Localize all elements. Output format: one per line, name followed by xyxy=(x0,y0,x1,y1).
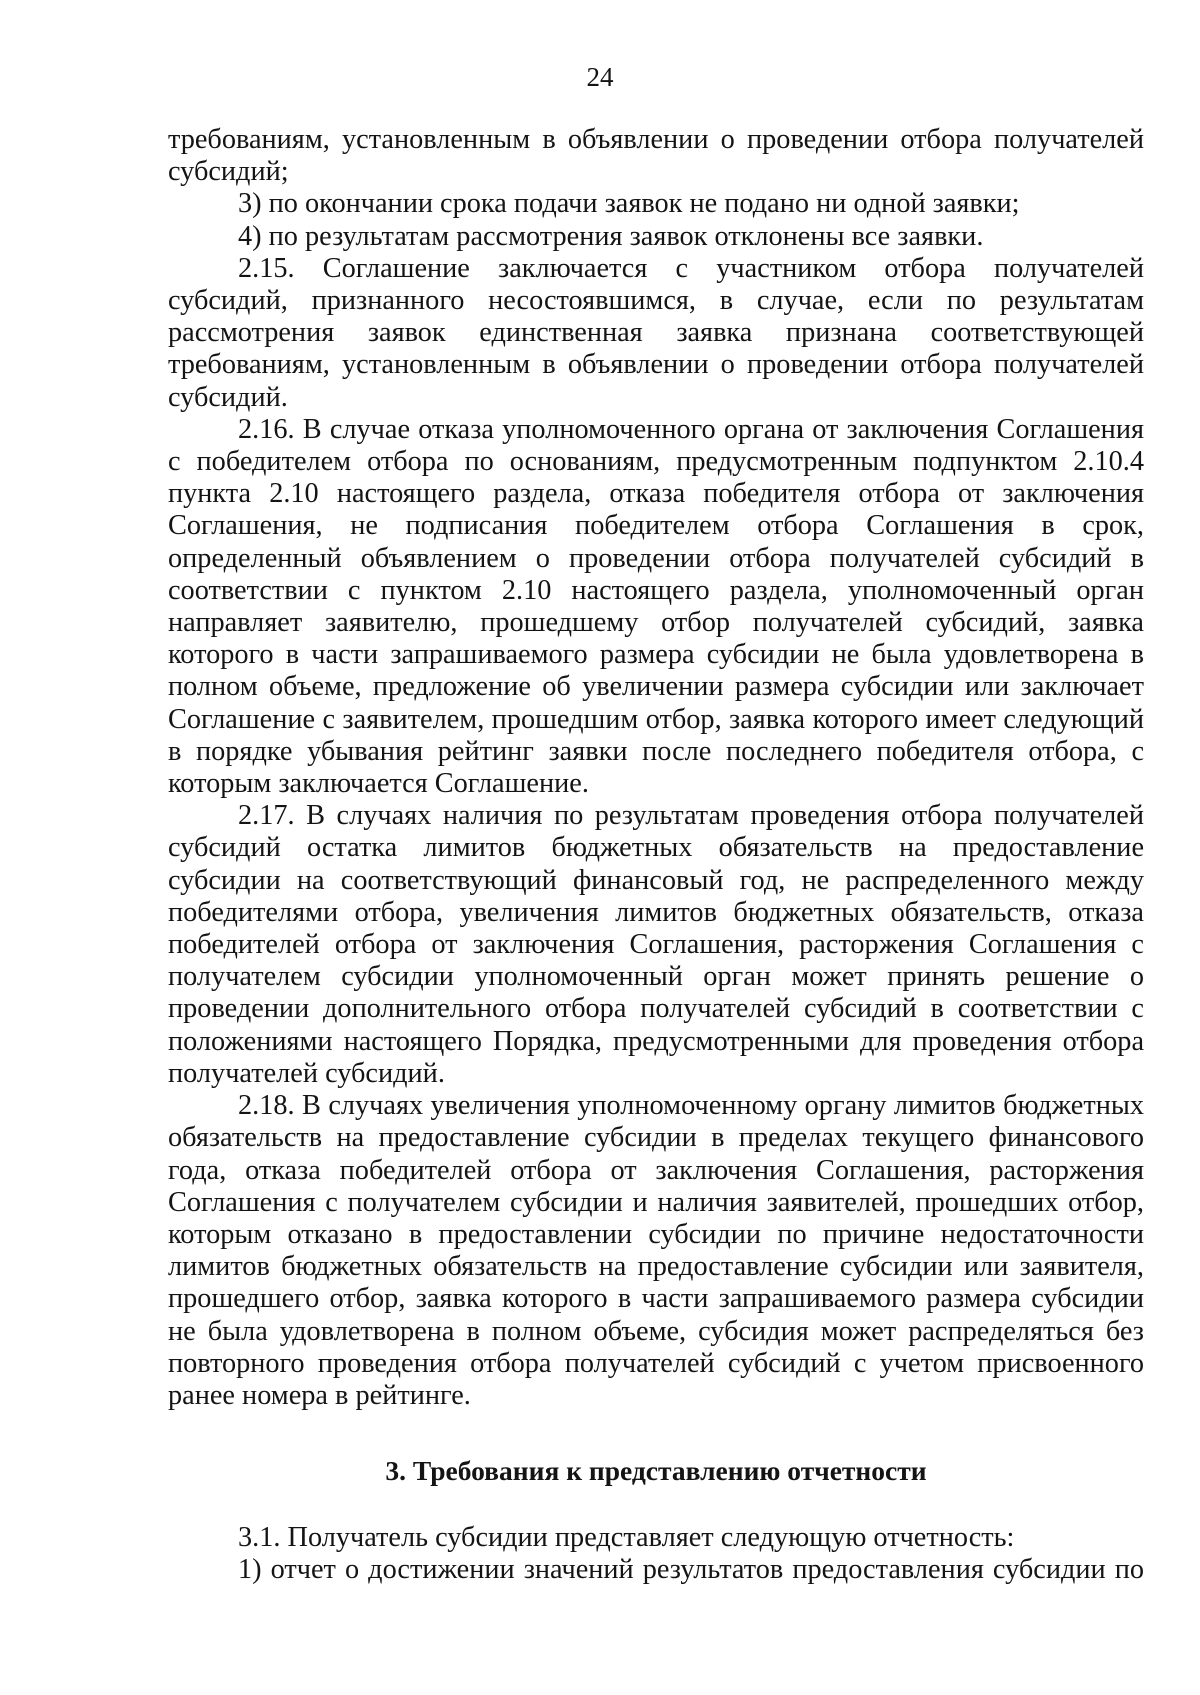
page-number: 24 xyxy=(586,62,614,92)
list-item-3: 3) по окончании срока подачи заявок не подано ни одной заявки; xyxy=(238,188,1020,220)
document-body xyxy=(168,124,1144,1587)
section-3-heading: 3. Требования к представлению отчетности xyxy=(385,1455,927,1487)
clause-2-17: 2.17. В случаях наличия по результатам проведения отбора получателей субсидий остатка лимитов бюджетных обязательств на предоставление субсидии на соответствующий финансовый год, не распределенного между победителями отбора, увеличения лимитов бюджетных обязательств, отказа победителей отбора от заключения Соглашения, расторжения Соглашения с получателем субсидии уполномоченный орган может принять решение о проведении дополнительного отбора получателей субсидий в соответствии с положениями настоящего Порядка, предусмотренными для проведения отбора получателей субсидий. xyxy=(168,800,1144,1089)
clause-2-15: 2.15. Соглашение заключается с участником отбора получателей субсидий, признанного несостоявшимся, в случае, если по результатам рассмотрения заявок единственная заявка признана соответствующей требованиям, установленным в объявлении о проведении отбора получателей субсидий. xyxy=(168,252,1144,413)
clause-3-1-item-1: 1) отчет о достижении значений результатов предоставления субсидии по xyxy=(238,1554,1144,1586)
list-item-4: 4) по результатам рассмотрения заявок отклонены все заявки. xyxy=(238,220,984,252)
clause-2-16: 2.16. В случае отказа уполномоченного органа от заключения Соглашения с победителем отбора по основаниям, предусмотренным подпунктом 2.10.4 пункта 2.10 настоящего раздела, отказа победителя отбора от заключения Соглашения, не подписания победителем отбора Соглашения в срок, определенный объявлением о проведении отбора получателей субсидий в соответствии с пунктом 2.10 настоящего раздела, уполномоченный орган направляет заявителю, прошедшему отбор получателей субсидий, заявка которого в части запрашиваемого размера субсидии не была удовлетворена в полном объеме, предложение об увеличении размера субсидии или заключает Соглашение с заявителем, прошедшим отбор, заявка которого имеет следующий в порядке убывания рейтинг заявки после последнего победителя отбора, с которым заключается Соглашение. xyxy=(168,413,1144,800)
paragraph-continuation: требованиям, установленным в объявлении о проведении отбора получателей субсидий; xyxy=(168,124,1144,188)
clause-3-1: 3.1. Получатель субсидии представляет следующую отчетность: xyxy=(238,1522,1015,1554)
clause-2-18: 2.18. В случаях увеличения уполномоченному органу лимитов бюджетных обязательств на предоставление субсидии в пределах текущего финансового года, отказа победителей отбора от заключения Соглашения, расторжения Соглашения с получателем субсидии и наличия заявителей, прошедших отбор, которым отказано в предоставлении субсидии по причине недостаточности лимитов бюджетных обязательств на предоставление субсидии или заявителя, прошедшего отбор, заявка которого в части запрашиваемого размера субсидии не была удовлетворена в полном объеме, субсидия может распределяться без повторного проведения отбора получателей субсидий с учетом присвоенного ранее номера в рейтинге. xyxy=(168,1090,1144,1411)
